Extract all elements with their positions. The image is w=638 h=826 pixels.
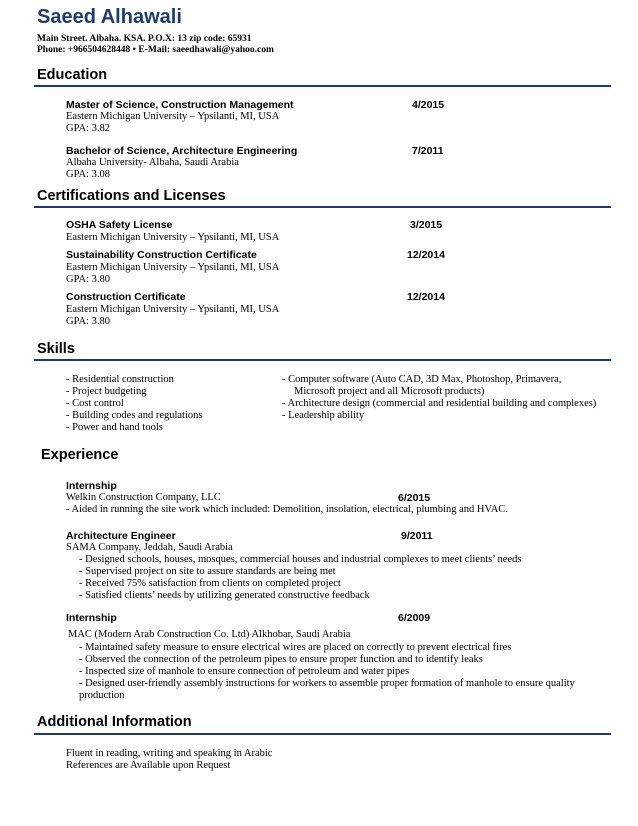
job-title: Architecture Engineer — [66, 530, 176, 542]
skill-item: - Power and hand tools — [66, 422, 163, 433]
certification-gpa: GPA: 3.80 — [66, 274, 110, 285]
job-title: Internship — [66, 480, 117, 492]
skill-item: - Residential construction — [66, 374, 174, 385]
certification-title: Sustainability Construction Certificate — [66, 249, 257, 261]
address-line: Main Street. Albaha. KSA. P.O.X: 13 zip code: 65931 — [37, 34, 252, 44]
skill-item: - Building codes and regulations — [66, 410, 203, 421]
certifications-heading: Certifications and Licenses — [37, 188, 226, 204]
education-title: Master of Science, Construction Management — [66, 99, 294, 111]
job-bullet: - Observed the connection of the petroleum pipes to ensure proper function and to identify leaks — [79, 654, 483, 665]
certification-gpa: GPA: 3.80 — [66, 316, 110, 327]
education-gpa: GPA: 3.08 — [66, 169, 110, 180]
resume-name: Saeed Alhawali — [37, 6, 182, 28]
section-divider — [34, 733, 611, 735]
certification-date: 12/2014 — [407, 249, 445, 261]
certification-title: OSHA Safety License — [66, 219, 173, 231]
job-date: 6/2009 — [398, 612, 431, 624]
job-bullet: - Designed user-friendly assembly instructions for workers to assemble proper formation of manhole to ensure quality — [79, 678, 575, 689]
certification-school: Eastern Michigan University – Ypsilanti, MI, USA — [66, 232, 280, 243]
job-date: 6/2015 — [398, 492, 431, 504]
skill-item: Microsoft project and all Microsoft products) — [294, 386, 485, 397]
section-divider — [34, 359, 611, 361]
job-company: MAC (Modern Arab Construction Co. Ltd) Alkhobar, Saudi Arabia — [68, 629, 351, 640]
job-bullet: - Inspected size of manhole to ensure connection of petroleum and water pipes — [79, 666, 410, 677]
job-company: Welkin Construction Company, LLC — [66, 492, 221, 503]
education-title: Bachelor of Science, Architecture Engineering — [66, 145, 298, 157]
education-school: Albaha University- Albaha, Saudi Arabia — [66, 157, 239, 168]
education-school: Eastern Michigan University – Ypsilanti, MI, USA — [66, 111, 280, 122]
additional-item: Fluent in reading, writing and speaking in Arabic — [66, 748, 273, 759]
education-gpa: GPA: 3.82 — [66, 123, 110, 134]
job-bullet: - Received 75% satisfaction from clients on completed project — [79, 578, 341, 589]
job-date: 9/2011 — [401, 530, 433, 542]
skills-heading: Skills — [37, 341, 75, 357]
certification-date: 12/2014 — [407, 291, 445, 303]
skill-item: - Architecture design (commercial and residential building and complexes) — [282, 398, 597, 409]
job-bullet: - Aided in running the site work which included: Demolition, insolation, electrical, plumbing and HVAC. — [66, 504, 508, 515]
section-divider — [34, 206, 611, 208]
experience-heading: Experience — [41, 447, 119, 463]
job-bullet: - Maintained safety measure to ensure electrical wires are placed on correctly to prevent electrical fires — [79, 642, 512, 653]
skill-item: - Leadership ability — [282, 410, 365, 421]
certification-school: Eastern Michigan University – Ypsilanti, MI, USA — [66, 304, 280, 315]
skill-item: - Computer software (Auto CAD, 3D Max, Photoshop, Primavera, — [282, 374, 562, 385]
education-date: 7/2011 — [412, 145, 444, 157]
job-bullet: - Supervised project on site to assure standards are being met — [79, 566, 336, 577]
certification-title: Construction Certificate — [66, 291, 186, 303]
additional-item: References are Available upon Request — [66, 760, 231, 771]
job-bullet: production — [79, 690, 125, 701]
skill-item: - Project budgeting — [66, 386, 147, 397]
education-date: 4/2015 — [412, 99, 445, 111]
additional-heading: Additional Information — [37, 714, 192, 730]
education-heading: Education — [37, 67, 108, 83]
job-company: SAMA Company, Jeddah, Saudi Arabia — [66, 542, 233, 553]
certification-school: Eastern Michigan University – Ypsilanti, MI, USA — [66, 262, 280, 273]
job-bullet: - Designed schools, houses, mosques, commercial houses and industrial complexes to meet clients’ needs — [79, 554, 522, 565]
job-title: Internship — [66, 612, 117, 624]
section-divider — [34, 85, 611, 87]
job-bullet: - Satisfied clients’ needs by utilizing generated constructive feedback — [79, 590, 370, 601]
phone-email-line: Phone: +966504628448 • E-Mail: saeedhawali@yahoo.com — [37, 45, 274, 55]
skill-item: - Cost control — [66, 398, 124, 409]
certification-date: 3/2015 — [410, 219, 443, 231]
